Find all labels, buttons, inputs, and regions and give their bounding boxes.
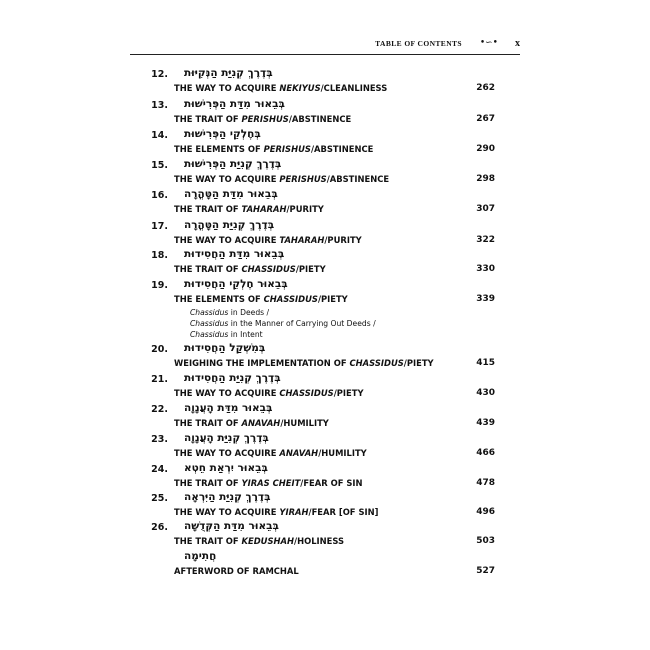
chapter-number: 17. xyxy=(151,221,168,232)
hebrew-title: בְּדֶרֶךְ קְנִיַּת הַיִּרְאָה xyxy=(184,491,271,503)
chapter-number: 25. xyxy=(151,493,168,504)
chapter-number: 15. xyxy=(151,160,168,171)
chapter-number: 12. xyxy=(151,69,168,80)
hebrew-title: בְּדֶרֶךְ קְנִיַּת הַחֲסִידוּת xyxy=(184,372,281,384)
page-ref: 307 xyxy=(476,204,495,214)
english-title: AFTERWORD OF RAMCHAL xyxy=(174,566,299,576)
english-title: THE TRAIT OF CHASSIDUS/PIETY xyxy=(174,264,326,274)
english-title: THE TRAIT OF YIRAS CHEIT/FEAR OF SIN xyxy=(174,478,363,488)
chapter-number: 23. xyxy=(151,434,168,445)
chapter-number: 20. xyxy=(151,344,168,355)
page-ref: 330 xyxy=(476,264,495,274)
page-ref: 290 xyxy=(476,144,495,154)
page-ref: 496 xyxy=(476,507,495,517)
hebrew-title: חֲתִימָה xyxy=(184,550,217,562)
english-title: THE ELEMENTS OF PERISHUS/ABSTINENCE xyxy=(174,144,374,154)
hebrew-title: בְּבֵאוּר מִדַּת הָעֲנָוָה xyxy=(184,402,273,414)
hebrew-title: בְּבֵאוּר מִדַּת הַחֲסִידוּת xyxy=(184,248,285,260)
hebrew-title: בְּדֶרֶךְ קְנִיַּת הָעֲנָוָה xyxy=(184,432,269,444)
page-ref: 415 xyxy=(476,358,495,368)
hebrew-title: בְּדֶרֶךְ קְנִיַּת הַנְּקִיּוּת xyxy=(184,67,273,79)
running-header-title: TABLE OF CONTENTS xyxy=(375,39,462,48)
subtopic: Chassidus in Deeds / xyxy=(190,308,270,317)
subtopic: Chassidus in the Manner of Carrying Out Deeds / xyxy=(190,319,376,328)
hebrew-title: בְּדֶרֶךְ קְנִיַּת הַטָּהֳרָה xyxy=(184,219,275,231)
hebrew-title: בְּחֶלְקֵי הַפְּרִישׁוּת xyxy=(184,128,261,140)
ornament-icon: •∽• xyxy=(479,38,498,48)
page-ref: 527 xyxy=(476,566,495,576)
page-ref: 466 xyxy=(476,448,495,458)
chapter-number: 24. xyxy=(151,464,168,475)
english-title: WEIGHING THE IMPLEMENTATION OF CHASSIDUS/PIETY xyxy=(174,358,434,368)
english-title: THE WAY TO ACQUIRE PERISHUS/ABSTINENCE xyxy=(174,174,390,184)
page-number: x xyxy=(515,38,520,49)
hebrew-title: בְּמִשְׁקַל הַחֲסִידוּת xyxy=(184,342,266,354)
english-title: THE TRAIT OF PERISHUS/ABSTINENCE xyxy=(174,114,352,124)
chapter-number: 22. xyxy=(151,404,168,415)
chapter-number: 16. xyxy=(151,190,168,201)
running-header xyxy=(130,38,520,55)
page-ref: 439 xyxy=(476,418,495,428)
hebrew-title: בְּבֵאוּר מִדַּת הַפְּרִישׁוּת xyxy=(184,98,285,110)
page-ref: 430 xyxy=(476,388,495,398)
hebrew-title: בְּבֵאוּר מִדַּת הַטָּהֳרָה xyxy=(184,188,278,200)
english-title: THE ELEMENTS OF CHASSIDUS/PIETY xyxy=(174,294,348,304)
chapter-number: 18. xyxy=(151,250,168,261)
chapter-number: 13. xyxy=(151,100,168,111)
english-title: THE TRAIT OF KEDUSHAH/HOLINESS xyxy=(174,536,345,546)
hebrew-title: בְּדֶרֶךְ קְנִיַּת הַפְּרִישׁוּת xyxy=(184,158,282,170)
english-title: THE TRAIT OF TAHARAH/PURITY xyxy=(174,204,324,214)
page-ref: 503 xyxy=(476,536,495,546)
page-ref: 339 xyxy=(476,294,495,304)
hebrew-title: בְּבֵאוּר יִרְאַת חֵטְא xyxy=(184,462,268,474)
chapter-number: 14. xyxy=(151,130,168,141)
page-ref: 298 xyxy=(476,174,495,184)
page-ref: 478 xyxy=(476,478,495,488)
page-ref: 262 xyxy=(476,83,495,93)
subtopic: Chassidus in Intent xyxy=(190,330,263,339)
hebrew-title: בְּבֵאוּר מִדַּת הַקְּדֻשָּׁה xyxy=(184,520,279,532)
english-title: THE WAY TO ACQUIRE ANAVAH/HUMILITY xyxy=(174,448,367,458)
chapter-number: 26. xyxy=(151,522,168,533)
chapter-number: 21. xyxy=(151,374,168,385)
english-title: THE WAY TO ACQUIRE NEKIYUS/CLEANLINESS xyxy=(174,83,388,93)
chapter-number: 19. xyxy=(151,280,168,291)
english-title: THE WAY TO ACQUIRE CHASSIDUS/PIETY xyxy=(174,388,364,398)
english-title: THE WAY TO ACQUIRE YIRAH/FEAR [OF SIN] xyxy=(174,507,379,517)
page-ref: 322 xyxy=(476,235,495,245)
hebrew-title: בְּבֵאוּר חֶלְקֵי הַחֲסִידוּת xyxy=(184,278,288,290)
english-title: THE TRAIT OF ANAVAH/HUMILITY xyxy=(174,418,329,428)
page-ref: 267 xyxy=(476,114,495,124)
english-title: THE WAY TO ACQUIRE TAHARAH/PURITY xyxy=(174,235,362,245)
